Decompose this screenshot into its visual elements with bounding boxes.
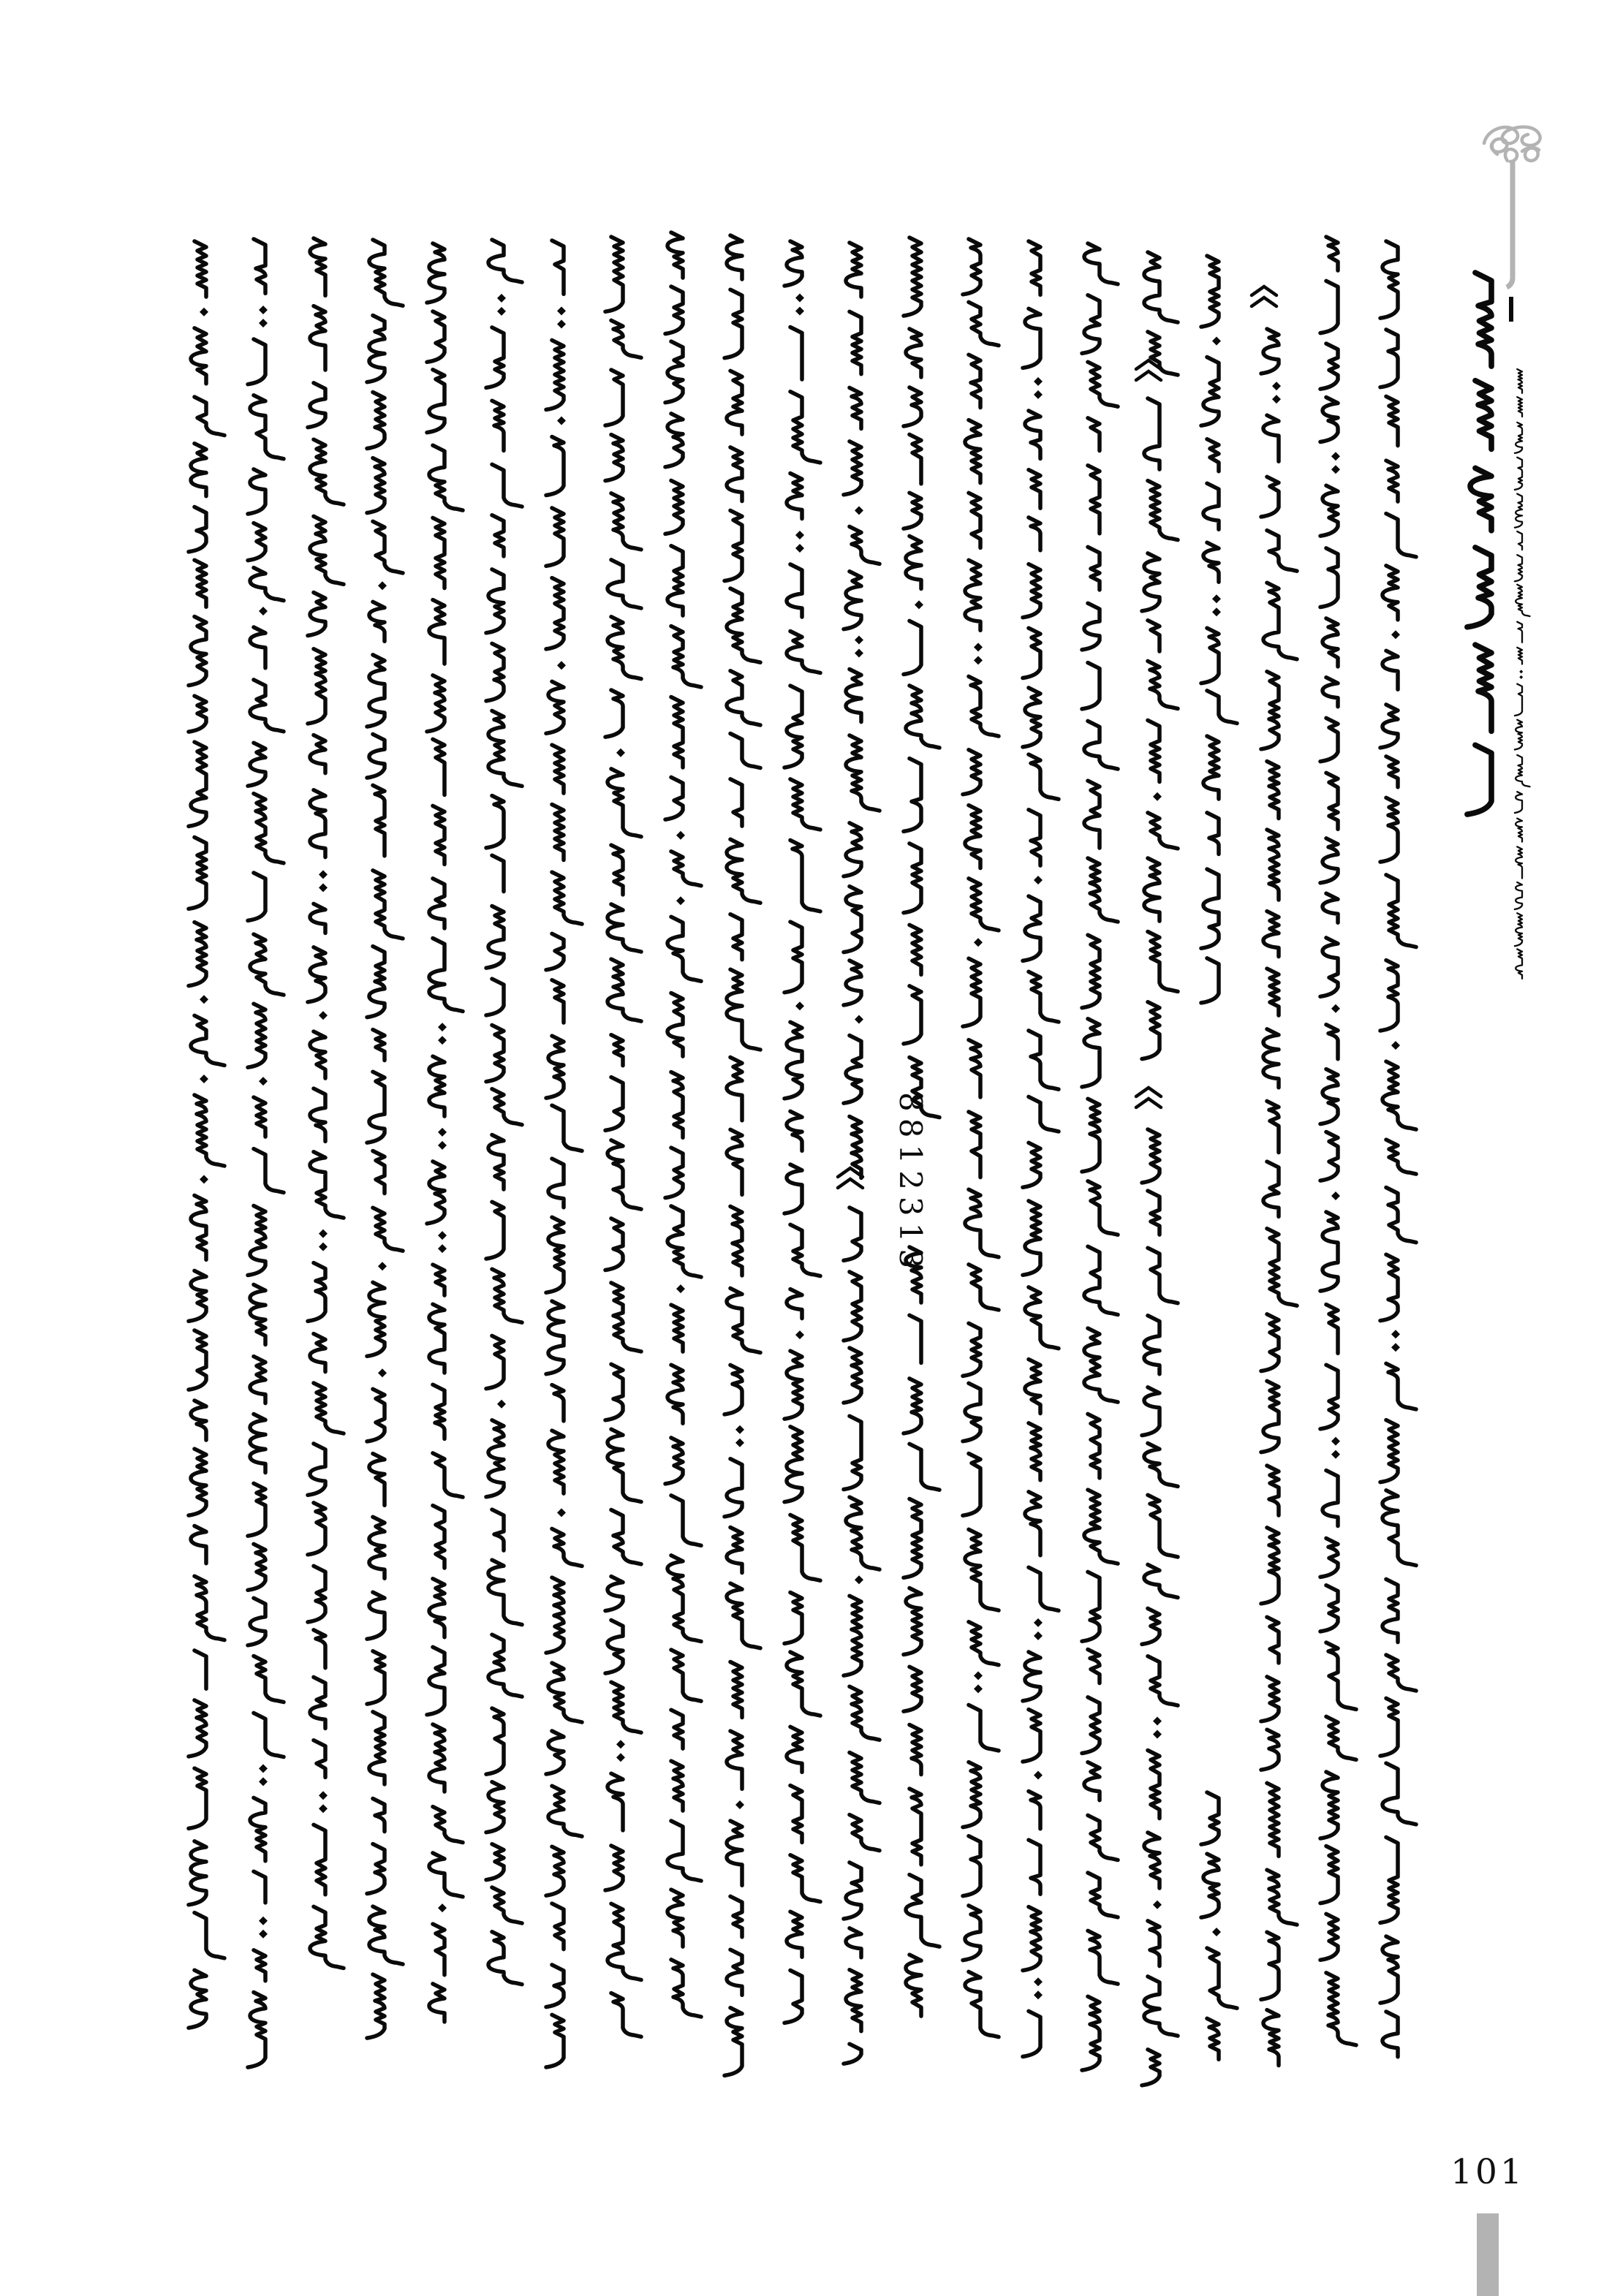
body-text-column <box>189 241 224 2028</box>
quote-mark-glyph <box>1252 287 1276 306</box>
body-text-column <box>725 235 760 2075</box>
body-text-column <box>1320 237 1356 2045</box>
body-text-column <box>665 232 701 2017</box>
page-number: 101 <box>1450 2152 1525 2192</box>
body-text-column <box>1023 241 1059 2057</box>
body-text-column <box>1380 241 1416 2057</box>
body-text-column <box>963 239 999 2037</box>
embedded-number: 8812313 <box>893 1092 928 1276</box>
article-title-column <box>1467 273 1491 814</box>
body-text-column <box>784 241 820 2023</box>
body-text-column <box>367 240 403 2038</box>
body-text-column <box>308 238 344 1968</box>
body-text-column <box>427 243 463 2022</box>
quote-mark-glyph <box>838 1168 863 1188</box>
running-head-column <box>1515 369 1530 979</box>
body-text-column <box>1142 252 1178 2085</box>
body-text-column <box>1201 256 1237 2059</box>
body-text-column <box>248 239 284 2067</box>
body-text-column <box>844 243 879 2064</box>
quote-mark-glyph <box>1136 1088 1161 1107</box>
flourish-ornament-icon <box>1484 127 1540 162</box>
page-edge-bar <box>1477 2213 1499 2296</box>
header-rule <box>1507 162 1513 287</box>
header-dash <box>1509 297 1513 322</box>
body-text-column <box>486 240 522 1985</box>
body-text-column <box>605 237 641 2037</box>
body-text-column <box>546 240 582 2067</box>
body-text-column <box>1082 243 1118 2070</box>
body-text-column <box>1261 329 1297 2066</box>
